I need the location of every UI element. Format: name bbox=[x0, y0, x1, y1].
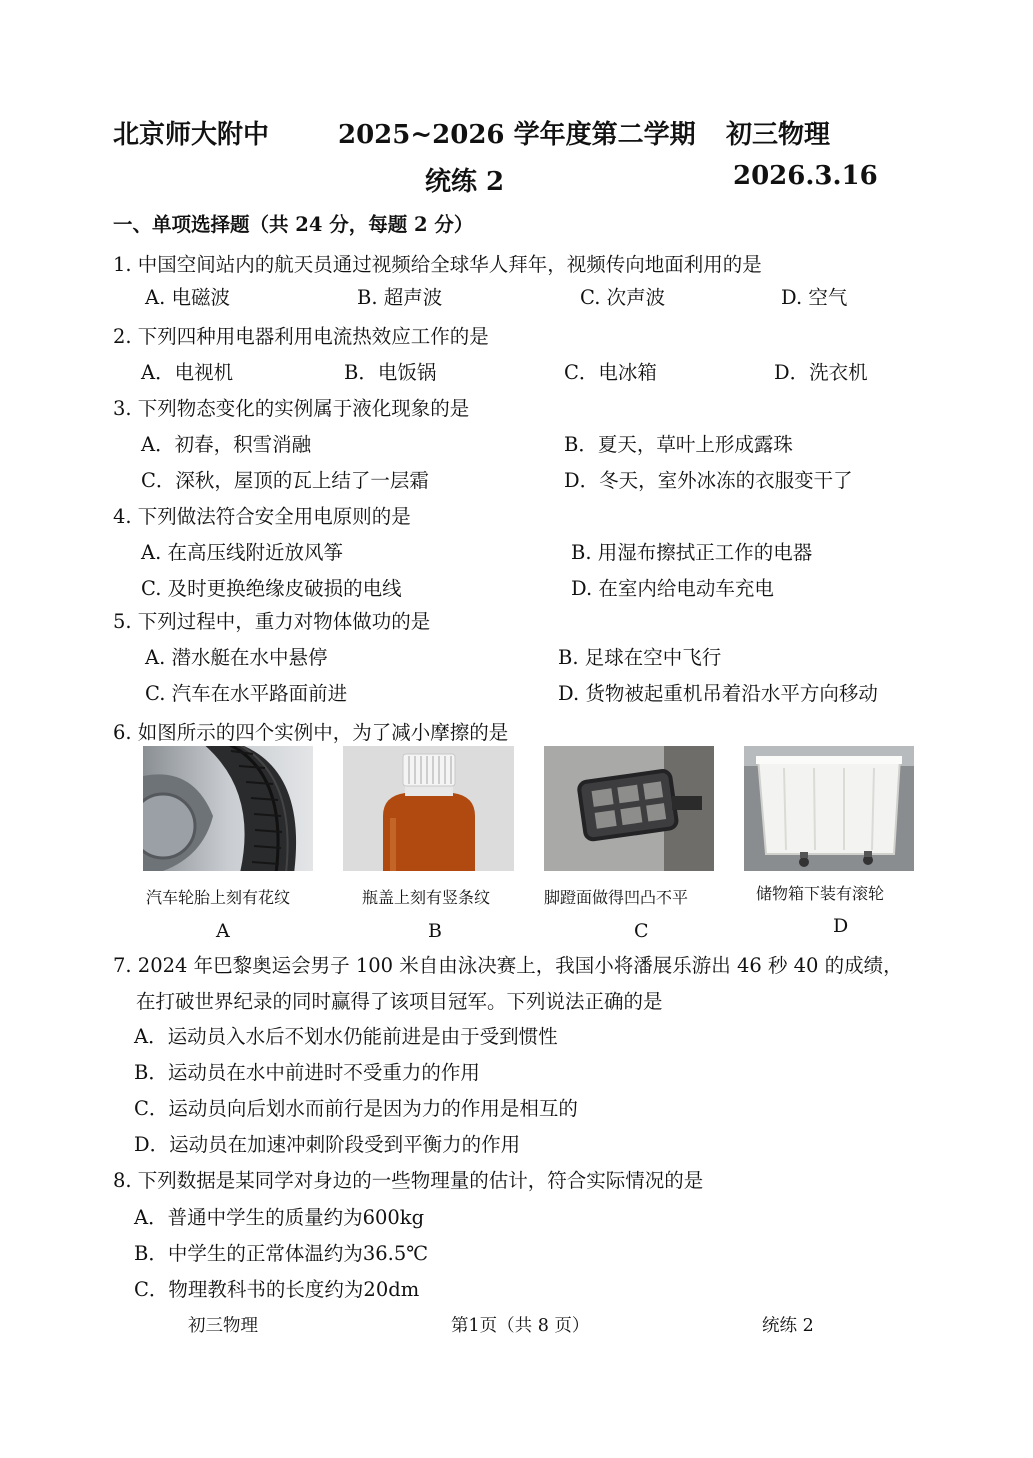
subject-title: 初三物理 bbox=[726, 120, 831, 150]
question-2-option-b: B．电饭锅 bbox=[344, 361, 437, 384]
question-4-option-d: D. 在室内给电动车充电 bbox=[571, 577, 774, 600]
image-c-caption: 脚蹬面做得凹凸不平 bbox=[544, 888, 689, 907]
question-7-option-c: C．运动员向后划水而前行是因为力的作用是相互的 bbox=[134, 1097, 578, 1120]
question-2-option-c: C．电冰箱 bbox=[564, 361, 657, 384]
question-5-option-d: D. 货物被起重机吊着沿水平方向移动 bbox=[558, 682, 878, 705]
tire-photo bbox=[143, 746, 313, 871]
question-5-option-a: A. 潜水艇在水中悬停 bbox=[145, 646, 328, 669]
term-title: 2025~2026 学年度第二学期 bbox=[338, 120, 696, 150]
section-title: 一、单项选择题（共 24 分，每题 2 分） bbox=[113, 213, 474, 236]
exam-title: 统练 2 bbox=[425, 167, 505, 197]
question-2-stem: 2. 下列四种用电器利用电流热效应工作的是 bbox=[113, 325, 489, 348]
exam-date: 2026.3.16 bbox=[733, 161, 878, 191]
question-4-stem: 4. 下列做法符合安全用电原则的是 bbox=[113, 505, 411, 528]
question-4-option-c: C. 及时更换绝缘皮破损的电线 bbox=[141, 577, 402, 600]
question-8-option-c: C．物理教科书的长度约为20dm bbox=[134, 1278, 420, 1301]
question-5-option-b: B. 足球在空中飞行 bbox=[558, 646, 722, 669]
footer-subject: 初三物理 bbox=[188, 1316, 258, 1336]
image-b-letter: B bbox=[428, 920, 442, 942]
image-c-letter: C bbox=[634, 920, 649, 942]
question-7-stem: 7. 2024 年巴黎奥运会男子 100 米自由泳决赛上，我国小将潘展乐游出 46 秒 40 的成绩， bbox=[113, 954, 903, 977]
question-3-option-d: D．冬天，室外冰冻的衣服变干了 bbox=[564, 469, 853, 492]
question-1-option-c: C. 次声波 bbox=[580, 286, 666, 309]
question-8-stem: 8. 下列数据是某同学对身边的一些物理量的估计，符合实际情况的是 bbox=[113, 1169, 704, 1192]
footer-exam: 统练 2 bbox=[762, 1316, 814, 1336]
question-7-option-a: A．运动员入水后不划水仍能前进是由于受到惯性 bbox=[134, 1025, 558, 1048]
question-2-option-a: A．电视机 bbox=[141, 361, 234, 384]
question-3-option-b: B．夏天，草叶上形成露珠 bbox=[564, 433, 793, 456]
question-8-option-b: B．中学生的正常体温约为36.5℃ bbox=[134, 1242, 429, 1265]
question-1-option-a: A. 电磁波 bbox=[145, 286, 230, 309]
question-1-stem: 1. 中国空间站内的航天员通过视频给全球华人拜年，视频传向地面利用的是 bbox=[113, 253, 762, 276]
question-3-stem: 3. 下列物态变化的实例属于液化现象的是 bbox=[113, 397, 470, 420]
storage-box-photo bbox=[744, 746, 914, 871]
question-3-option-c: C．深秋，屋顶的瓦上结了一层霜 bbox=[141, 469, 429, 492]
question-2-option-d: D．洗衣机 bbox=[774, 361, 868, 384]
question-7-option-b: B．运动员在水中前进时不受重力的作用 bbox=[134, 1061, 480, 1084]
question-8-option-a: A．普通中学生的质量约为600kg bbox=[134, 1206, 425, 1229]
question-7-option-d: D．运动员在加速冲刺阶段受到平衡力的作用 bbox=[134, 1133, 521, 1156]
question-4-option-b: B. 用湿布擦拭正工作的电器 bbox=[571, 541, 813, 564]
image-a-caption: 汽车轮胎上刻有花纹 bbox=[146, 888, 291, 907]
question-5-stem: 5. 下列过程中，重力对物体做功的是 bbox=[113, 610, 431, 633]
school-name: 北京师大附中 bbox=[113, 120, 270, 150]
question-1-option-d: D. 空气 bbox=[781, 286, 848, 309]
question-3-option-a: A．初春，积雪消融 bbox=[141, 433, 312, 456]
image-d-caption: 储物箱下装有滚轮 bbox=[756, 884, 885, 903]
image-b-caption: 瓶盖上刻有竖条纹 bbox=[362, 888, 491, 907]
question-7-stem-cont: 在打破世界纪录的同时赢得了该项目冠军。下列说法正确的是 bbox=[136, 990, 663, 1013]
pedal-photo bbox=[544, 746, 714, 871]
footer-page-number: 第1页（共 8 页） bbox=[451, 1316, 590, 1336]
image-a-letter: A bbox=[216, 920, 230, 942]
question-6-stem: 6. 如图所示的四个实例中，为了减小摩擦的是 bbox=[113, 721, 509, 744]
question-1-option-b: B. 超声波 bbox=[357, 286, 443, 309]
image-d-letter: D bbox=[833, 915, 849, 937]
bottle-photo bbox=[343, 746, 514, 871]
question-4-option-a: A. 在高压线附近放风筝 bbox=[141, 541, 343, 564]
question-5-option-c: C. 汽车在水平路面前进 bbox=[145, 682, 348, 705]
